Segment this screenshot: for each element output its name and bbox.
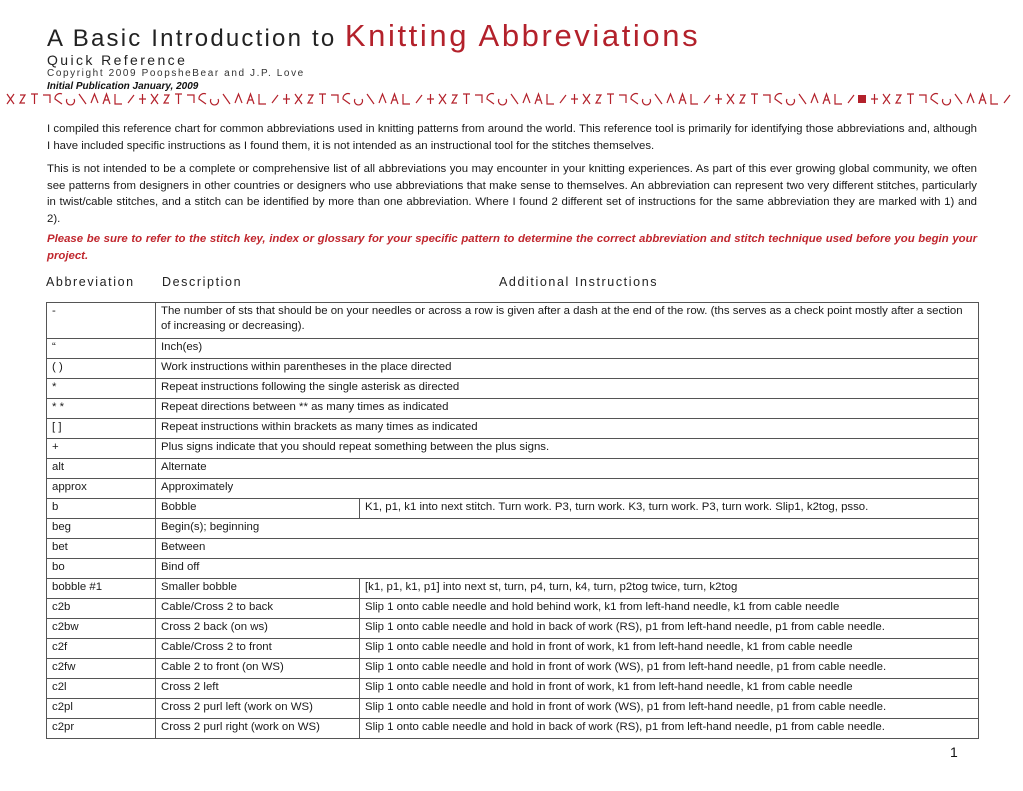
ornament-glyph xyxy=(319,94,326,104)
abbreviation-cell: - xyxy=(47,303,156,339)
ornament-glyph xyxy=(91,94,98,103)
ornament-glyph xyxy=(7,94,14,104)
ornament-glyph xyxy=(631,94,638,104)
abbreviation-cell: bet xyxy=(47,539,156,559)
ornament-glyph xyxy=(907,94,914,104)
table-row xyxy=(47,379,979,399)
description-cell: Begin(s); beginning xyxy=(156,519,979,539)
ornament-glyph xyxy=(79,94,86,104)
ornament-glyph xyxy=(991,94,998,104)
abbreviation-cell: b xyxy=(47,499,156,519)
table-row xyxy=(47,699,979,719)
description-cell: Cross 2 purl right (work on WS) xyxy=(156,719,360,739)
description-cell: Cable 2 to front (on WS) xyxy=(156,659,360,679)
ornament-glyph xyxy=(1004,95,1010,103)
ornament-glyph xyxy=(139,94,146,104)
ornament-glyph xyxy=(848,95,854,103)
table-row xyxy=(47,359,979,379)
abbreviation-cell: alt xyxy=(47,459,156,479)
ornament-glyph xyxy=(391,94,398,104)
description-cell: Cross 2 back (on ws) xyxy=(156,619,360,639)
description-cell: Smaller bobble xyxy=(156,579,360,599)
ornament-glyph xyxy=(103,94,110,104)
instructions-cell: Slip 1 onto cable needle and hold in back of work (RS), p1 from left-hand needle, p1 from cable needle. xyxy=(360,619,979,639)
description-cell: Cross 2 left xyxy=(156,679,360,699)
ornament-glyph xyxy=(283,94,290,104)
ornament-glyph xyxy=(583,94,590,104)
description-cell: Plus signs indicate that you should repeat something between the plus signs. xyxy=(156,439,979,459)
ornament-glyph xyxy=(896,95,901,103)
ornament-glyph xyxy=(463,94,470,104)
ornament-glyph xyxy=(151,94,158,104)
instructions-cell: Slip 1 onto cable needle and hold in front of work (WS), p1 from left-hand needle, p1 from cable needle. xyxy=(360,659,979,679)
ornament-glyph xyxy=(20,95,25,103)
abbreviation-cell: ( ) xyxy=(47,359,156,379)
ornament-glyph xyxy=(811,94,818,103)
ornament-glyph xyxy=(931,94,938,104)
ornament-glyph xyxy=(535,94,542,104)
ornament-glyph xyxy=(643,99,651,105)
publication-date: Initial Publication January, 2009 xyxy=(47,81,199,92)
ornament-glyph xyxy=(223,94,230,104)
ornament-glyph xyxy=(31,94,38,104)
ornament-glyph xyxy=(499,99,507,105)
column-header-abbreviation: Abbreviation xyxy=(46,275,135,289)
table-row xyxy=(47,459,979,479)
ornament-glyph xyxy=(704,95,710,103)
ornament-glyph xyxy=(835,94,842,104)
ornament-glyph xyxy=(43,95,50,103)
abbreviation-cell: c2bw xyxy=(47,619,156,639)
ornament-glyph xyxy=(943,99,951,105)
ornament-glyph xyxy=(67,99,75,105)
table-row xyxy=(47,399,979,419)
abbreviation-cell: c2pr xyxy=(47,719,156,739)
document-title xyxy=(47,18,700,54)
ornament-glyph xyxy=(871,94,878,104)
warning-paragraph: Please be sure to refer to the stitch key, index or glossary for your specific pattern to determine the correct abbreviation and stitch technique used before you begin your project. xyxy=(47,233,977,262)
ornament-glyph xyxy=(619,95,626,103)
abbreviation-cell: c2f xyxy=(47,639,156,659)
ornament-glyph xyxy=(511,94,518,104)
table-row xyxy=(47,539,979,559)
ornament-glyph xyxy=(571,94,578,104)
ornament-glyph xyxy=(679,94,686,104)
ornament-glyph xyxy=(211,99,219,105)
ornament-glyph xyxy=(955,94,962,104)
instructions-cell: K1, p1, k1 into next stitch. Turn work. P3, turn work. K3, turn work. P3, turn work. Slip1, k2tog, psso. xyxy=(360,499,979,519)
ornament-glyph xyxy=(799,94,806,104)
ornament-glyph xyxy=(740,95,745,103)
subtitle: Quick Reference xyxy=(47,52,188,68)
ornament-glyph xyxy=(403,94,410,104)
page-number: 1 xyxy=(950,744,958,760)
ornament-glyph xyxy=(607,94,614,104)
ornament-glyph xyxy=(655,94,662,104)
ornament-glyph xyxy=(115,94,122,104)
abbreviation-cell: [ ] xyxy=(47,419,156,439)
description-cell: Repeat instructions following the single asterisk as directed xyxy=(156,379,979,399)
table-row xyxy=(47,499,979,519)
ornament-glyph xyxy=(763,95,770,103)
abbreviation-cell: c2l xyxy=(47,679,156,699)
table-row xyxy=(47,559,979,579)
description-cell: Cable/Cross 2 to back xyxy=(156,599,360,619)
ornament-glyph xyxy=(164,95,169,103)
description-cell: Cross 2 purl left (work on WS) xyxy=(156,699,360,719)
description-cell: Repeat directions between ** as many times as indicated xyxy=(156,399,979,419)
abbreviation-cell: beg xyxy=(47,519,156,539)
table-row xyxy=(47,579,979,599)
table-row xyxy=(47,519,979,539)
abbreviation-cell: * * xyxy=(47,399,156,419)
ornament-glyph xyxy=(560,95,566,103)
ornament-glyph xyxy=(547,94,554,104)
description-cell: Bind off xyxy=(156,559,979,579)
ornament-glyph xyxy=(55,94,62,104)
ornament-glyph xyxy=(247,94,254,104)
abbreviation-cell: approx xyxy=(47,479,156,499)
abbreviation-cell: c2b xyxy=(47,599,156,619)
ornament-glyph xyxy=(439,94,446,104)
ornament-square xyxy=(858,95,866,103)
description-cell: Between xyxy=(156,539,979,559)
ornament-glyph xyxy=(751,94,758,104)
abbreviation-cell: bo xyxy=(47,559,156,579)
abbreviation-cell: bobble #1 xyxy=(47,579,156,599)
abbreviation-cell: “ xyxy=(47,339,156,359)
table-row xyxy=(47,679,979,699)
ornament-glyph xyxy=(596,95,601,103)
ornament-glyph xyxy=(775,94,782,104)
ornament-glyph xyxy=(691,94,698,104)
ornament-glyph xyxy=(667,94,674,103)
ornament-glyph xyxy=(343,94,350,104)
description-cell: Cable/Cross 2 to front xyxy=(156,639,360,659)
ornament-glyph xyxy=(128,95,134,103)
ornament-glyph xyxy=(427,94,434,104)
ornament-glyph xyxy=(295,94,302,104)
ornament-glyph xyxy=(259,94,266,104)
table-row xyxy=(47,419,979,439)
table-row xyxy=(47,659,979,679)
ornament-glyph xyxy=(727,94,734,104)
ornament-glyph xyxy=(272,95,278,103)
description-cell: Bobble xyxy=(156,499,360,519)
intro-paragraph-1: I compiled this reference chart for common abbreviations used in knitting patterns from around the world. This reference tool is primarily for identifying those abbreviations and, although I have included specific instructions as I found them, it is not intended as an instructional tool for the stitches themselves. xyxy=(47,123,977,152)
ornament-glyph xyxy=(883,94,890,104)
intro-paragraph-2: This is not intended to be a complete or comprehensive list of all abbreviations you may encounter in your knitting experiences. As part of this ever growing global community, we often see patterns from designers in other countries or designers who use abbreviations that make sense to themselves. An abbreviation can represent two very different stitches, particularly in twist/cable stitches, and a stitch can be identified by more than one abbreviation. Where I found 2 different set of instructions for the same abbreviation they are marked with 1) and 2). xyxy=(47,163,977,225)
title-part-1: A Basic Introduction to xyxy=(47,25,337,52)
description-cell: Work instructions within parentheses in the place directed xyxy=(156,359,979,379)
ornament-glyph xyxy=(379,94,386,103)
table-row xyxy=(47,439,979,459)
abbreviation-cell: c2fw xyxy=(47,659,156,679)
ornament-glyph xyxy=(175,94,182,104)
description-cell: Approximately xyxy=(156,479,979,499)
table-row xyxy=(47,719,979,739)
column-header-description: Description xyxy=(162,275,243,289)
ornament-glyph xyxy=(199,94,206,104)
ornament-glyph xyxy=(475,95,482,103)
instructions-cell: Slip 1 onto cable needle and hold behind work, k1 from left-hand needle, k1 from cable needle xyxy=(360,599,979,619)
ornament-glyph xyxy=(715,94,722,104)
ornament-glyph xyxy=(331,95,338,103)
description-cell: The number of sts that should be on your needles or across a row is given after a dash at the end of the row. (ths serves as a check point mostly after a section of increasing or decreasing). xyxy=(156,303,979,339)
ornament-glyph xyxy=(487,94,494,104)
description-cell: Inch(es) xyxy=(156,339,979,359)
description-cell: Repeat instructions within brackets as many times as indicated xyxy=(156,419,979,439)
abbreviations-table xyxy=(46,302,979,739)
ornament-glyph xyxy=(235,94,242,103)
ornament-glyph xyxy=(308,95,313,103)
ornament-glyph xyxy=(919,95,926,103)
table-row xyxy=(47,639,979,659)
copyright-line: Copyright 2009 PoopsheBear and J.P. Love xyxy=(47,68,305,79)
instructions-cell: Slip 1 onto cable needle and hold in front of work, k1 from left-hand needle, k1 from cable needle xyxy=(360,639,979,659)
ornament-glyph xyxy=(523,94,530,103)
table-row xyxy=(47,303,979,339)
decorative-glyph-border xyxy=(6,92,1018,106)
ornament-glyph xyxy=(787,99,795,105)
instructions-cell: Slip 1 onto cable needle and hold in back of work (RS), p1 from left-hand needle, p1 from cable needle. xyxy=(360,719,979,739)
instructions-cell: [k1, p1, k1, p1] into next st, turn, p4, turn, k4, turn, p2tog twice, turn, k2tog xyxy=(360,579,979,599)
ornament-glyph xyxy=(355,99,363,105)
title-part-2: Knitting Abbreviations xyxy=(344,18,701,53)
ornament-glyph xyxy=(967,94,974,103)
table-row xyxy=(47,339,979,359)
ornament-glyph xyxy=(416,95,422,103)
instructions-cell: Slip 1 onto cable needle and hold in front of work (WS), p1 from left-hand needle, p1 from cable needle. xyxy=(360,699,979,719)
ornament-glyph xyxy=(187,95,194,103)
ornament-glyph xyxy=(823,94,830,104)
ornament-glyph xyxy=(979,94,986,104)
instructions-cell: Slip 1 onto cable needle and hold in front of work, k1 from left-hand needle, k1 from cable needle xyxy=(360,679,979,699)
table-row xyxy=(47,619,979,639)
description-cell: Alternate xyxy=(156,459,979,479)
column-header-additional-instructions: Additional Instructions xyxy=(499,275,659,289)
abbreviation-cell: c2pl xyxy=(47,699,156,719)
abbreviation-cell: * xyxy=(47,379,156,399)
ornament-glyph xyxy=(367,94,374,104)
table-row xyxy=(47,599,979,619)
abbreviation-cell: + xyxy=(47,439,156,459)
ornament-glyph xyxy=(452,95,457,103)
table-row xyxy=(47,479,979,499)
